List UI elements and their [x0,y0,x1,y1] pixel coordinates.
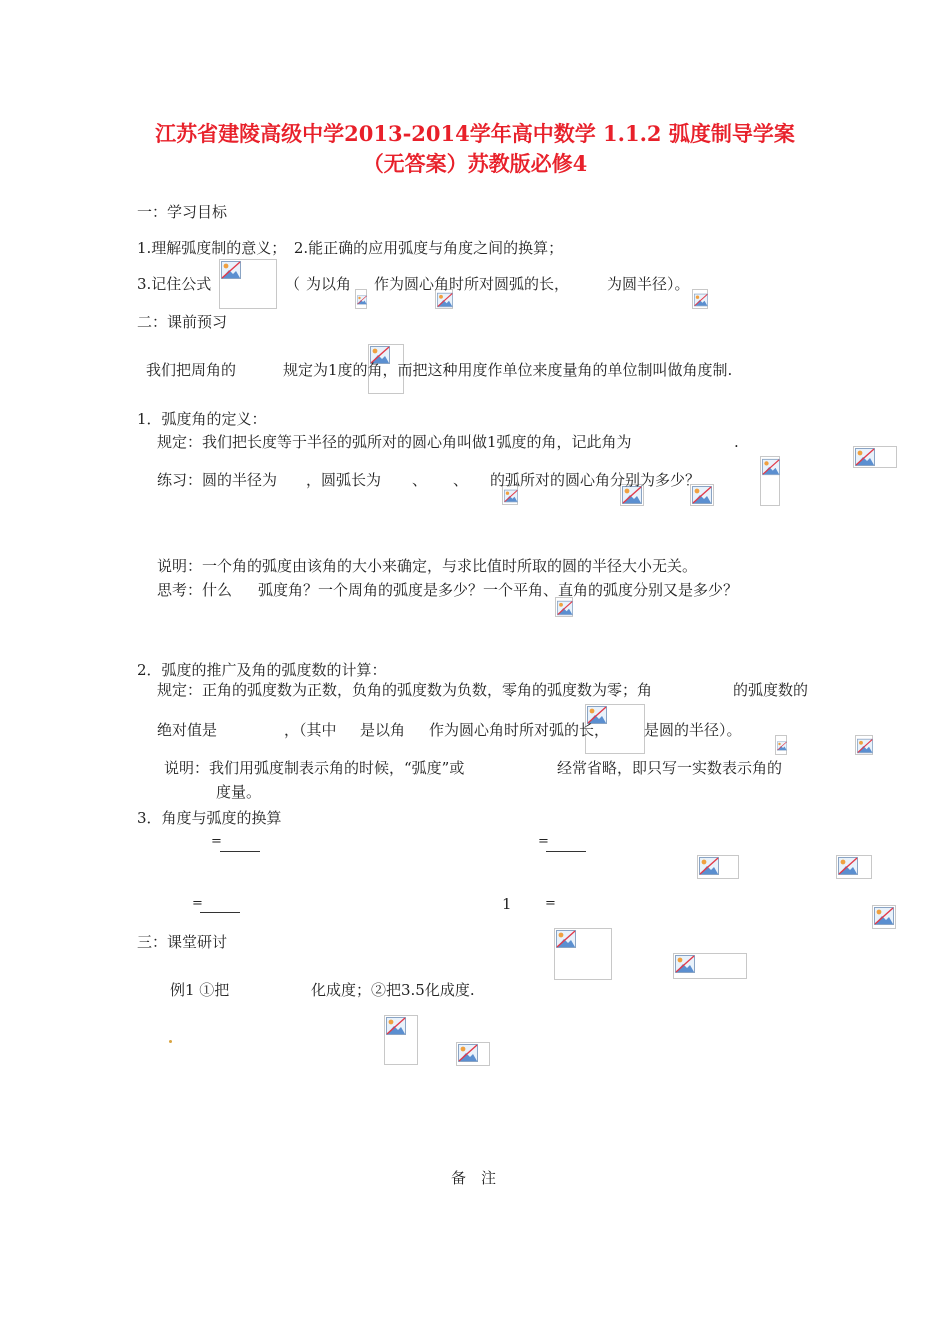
conv-4-equals: = [545,896,556,911]
image-placeholder-icon [694,291,708,309]
goal-3-text-2: 为以角 [306,275,352,293]
conv-2-blank [546,851,586,852]
conv-1-equals: = [211,834,222,849]
part-2-abs-a: 绝对值是 [157,721,218,739]
note-1: 说明：一个角的弧度由该角的大小来确定，与求比值时所取的圆的半径大小无关。 [157,557,698,575]
image-placeholder-icon [675,955,695,973]
image-placeholder-icon [855,448,875,466]
goal-3-text-4: 为圆半径）。 [607,275,690,293]
example-1-b: 化成度；②把3.5化成度. [311,981,475,999]
example-1-unit-image [456,1042,490,1066]
l-image [775,735,787,755]
goal-3-open-paren: （ [285,275,301,293]
example-1-fraction-image [384,1015,418,1065]
remark-label: 备 注 [451,1169,497,1187]
image-placeholder-icon [458,1044,478,1062]
image-placeholder-icon [838,857,858,875]
title-line-2: （无答案）苏教版必修4 [362,151,588,176]
intro-text-a: 我们把周角的 [146,361,237,379]
example-1-a: 例1 ①把 [170,981,230,999]
intro-text-b: 规定为1度的角，而把这种用度作单位来度量角的单位制叫做角度制. [283,361,733,379]
section-2-heading: 二：课前预习 [137,313,228,331]
conv-3-left-image [872,905,896,929]
part-2-abs-d: 作为圆心角时所对弧的长， [429,721,610,739]
exercise-sep-2: 、 [453,471,469,489]
rad-symbol-image [853,446,897,468]
part-2-rule-b: 的弧度数的 [733,681,809,699]
image-placeholder-icon [874,907,894,925]
part-1-heading: 1．弧度角的定义： [137,410,267,428]
part-1-rule: 规定：我们把长度等于半径的弧所对的圆心角叫做1弧度的角，记此角为 [157,433,632,451]
goal-1-2: 1.理解弧度制的意义； 2.能正确的应用弧度与角度之间的换算； [137,239,564,257]
conv-1-blank [220,851,260,852]
image-placeholder-icon [556,930,576,948]
image-placeholder-icon [762,458,780,476]
image-placeholder-icon [699,857,719,875]
image-placeholder-icon [357,291,367,309]
image-placeholder-icon [386,1017,406,1035]
goal-3-prefix: 3.记住公式 [137,275,212,293]
conv-4-right-image [673,953,747,979]
section-3-heading: 三：课堂研讨 [137,933,228,951]
exercise-text-e: 的弧所对的圆心角分别为多少？ [490,471,701,489]
section-1-heading: 一：学习目标 [137,203,228,221]
goal-3-text-3: 作为圆心角时所对圆弧的长， [374,275,570,293]
formula-image [219,259,277,309]
stray-mark [169,1040,172,1043]
note-2-c: 度量。 [216,783,262,801]
image-placeholder-icon [777,737,787,755]
conv-1-left-image [697,855,739,879]
part-2-heading: 2．弧度的推广及角的弧度数的计算： [137,661,387,679]
note-2-a: 说明：我们用弧度制表示角的时候，“弧度”或 [164,759,465,777]
conv-2-equals: = [538,834,549,849]
part-2-abs-c: 是以角 [360,721,406,739]
conv-3-blank [200,912,240,913]
note-2-b: 经常省略，即只写一实数表示角的 [557,759,783,777]
title-line-1: 江苏省建陵高级中学2013-2014学年高中数学 1.1.2 弧度制导学案 [155,121,795,146]
symbol-r-image [692,289,708,309]
alpha-image-2 [855,735,873,755]
conv-4-fraction-image [554,928,612,980]
think-text-b: 弧度角？一个周角的弧度是多少？一个平角、直角的弧度分别又是多少？ [258,581,739,599]
arc-length-3-image [760,456,780,506]
part-2-abs-b: ，（其中 [284,721,337,739]
conv-4-one: 1 [502,895,512,913]
exercise-text-b: ，圆弧长为 [306,471,382,489]
image-placeholder-icon [857,737,873,755]
image-placeholder-icon [221,261,241,279]
exercise-text-a: 练习：圆的半径为 [157,471,278,489]
part-3-heading: 3．角度与弧度的换算 [137,809,282,827]
part-1-rule-end: . [734,433,739,451]
conv-3-equals: = [192,896,203,911]
exercise-sep-1: 、 [412,471,428,489]
part-2-rule-a: 规定：正角的弧度数为正数，负角的弧度数为负数，零角的弧度数为零；角 [157,681,653,699]
symbol-l-image [355,289,367,309]
is-image [555,597,573,617]
part-2-abs-e: 是圆的半径）。 [644,721,742,739]
conv-1-right-image [836,855,872,879]
think-text-a: 思考：什么 [157,581,233,599]
image-placeholder-icon [557,599,573,617]
